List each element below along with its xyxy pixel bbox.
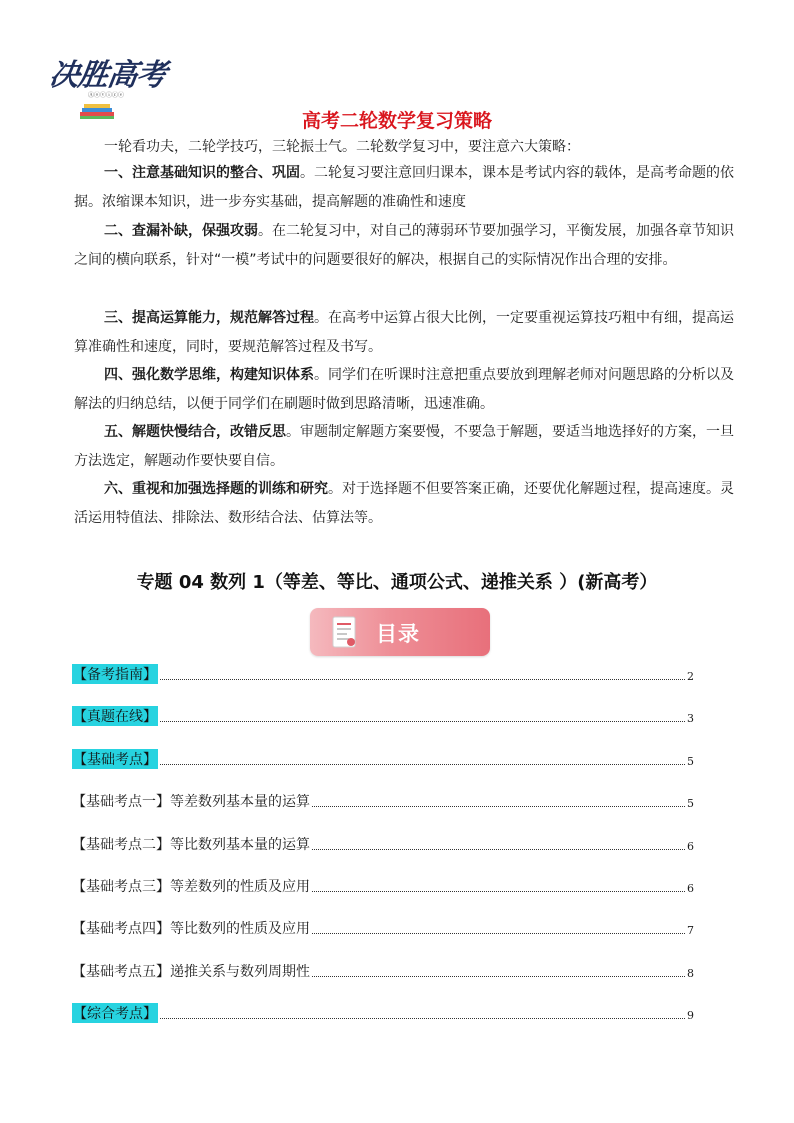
toc-item-zonghe-kaodian[interactable] [72,1003,694,1023]
toc-item-kaodian-1[interactable] [72,791,694,811]
page-title: 高考二轮数学复习策略 [301,110,492,132]
toc-banner-label: 目录 [376,622,420,646]
strategy-body-5: 。审题制定解题方案要慢，不要急于解题，要适当地选择好的方案，一旦方法选定，解题动作要快要自信。 [74,424,734,469]
toc-leader-dots [312,975,685,977]
toc-item-label: 【基础考点三】等差数列的性质及应用 [72,879,310,895]
toc-page-number: 8 [687,967,694,980]
logo-text: 决胜高考 [47,58,168,93]
toc-page-number: 5 [687,755,694,768]
strategy-heading-5: 五、解题快慢结合，改错反思 [104,424,286,440]
intro-line: 一轮看功夫，二轮学技巧，三轮振士气。二轮数学复习中，要注意六大策略： [104,139,580,155]
toc-banner [310,608,490,656]
strategy-body-4: 。同学们在听课时注意把重点要放到理解老师对问题思路的分析以及解法的归纳总结，以便于同学们在刷题时做到思路清晰，迅速准确。 [74,367,734,412]
strategy-body-3: 。在高考中运算占很大比例，一定要重视运算技巧粗中有细，提高运算准确性和速度，同时，要规范解答过程及书写。 [74,310,734,355]
toc-item-kaodian-2[interactable] [72,834,694,854]
toc-item-label: 【基础考点一】等差数列基本量的运算 [72,794,310,810]
strategy-paragraph-2 [74,217,734,275]
strategy-paragraph-3 [74,304,734,362]
toc-leader-dots [312,805,685,807]
toc-item-label: 【综合考点】 [72,1003,158,1023]
strategy-body-6: 。对于选择题不但要答案正确，还要优化解题过程，提高速度。灵活运用特值法、排除法、数形结合法、估算法等。 [74,481,734,526]
toc-item-beikao-zhinan[interactable] [72,664,694,684]
strategy-heading-3: 三、提高运算能力，规范解答过程 [104,310,314,326]
toc-leader-dots [312,848,685,850]
toc-page-number: 5 [687,797,694,810]
strategy-heading-6: 六、重视和加强选择题的训练和研究 [104,481,328,497]
toc-leader-dots [312,890,685,892]
strategy-body-2: 。在二轮复习中，对自己的薄弱环节要加强学习，平衡发展，加强各章节知识之间的横向联系，针对“一模”考试中的问题要很好的解决，根据自己的实际情况作出合理的安排。 [74,223,734,268]
toc-page-number: 3 [687,712,694,725]
topic-title: 专题 04 数列 1（等差、等比、通项公式、递推关系 ）(新高考） [136,572,658,593]
strategy-paragraph-6 [74,475,734,533]
toc-page-number: 7 [687,924,694,937]
toc-page-number: 9 [687,1009,694,1022]
strategy-paragraph-1 [74,159,734,217]
toc-page-number: 6 [687,882,694,895]
strategy-heading-2: 二、查漏补缺，保强攻弱 [104,223,258,239]
toc-item-label: 【基础考点五】递推关系与数列周期性 [72,964,310,980]
toc-item-kaodian-3[interactable] [72,876,694,896]
logo-subtitle: Ⓐⓞⓥⓘⓒⓔ [88,92,125,99]
toc-item-zhenti-zaixian[interactable] [72,706,694,726]
toc-leader-dots [160,720,685,722]
toc-item-kaodian-5[interactable] [72,961,694,981]
toc-page-number: 2 [687,670,694,683]
toc-item-label: 【基础考点二】等比数列基本量的运算 [72,837,310,853]
strategy-heading-4: 四、强化数学思维，构建知识体系 [104,367,314,383]
toc-item-label: 【基础考点四】等比数列的性质及应用 [72,921,310,937]
strategy-paragraph-4 [74,361,734,419]
toc-item-label: 【备考指南】 [72,664,158,684]
toc-page-number: 6 [687,840,694,853]
toc-leader-dots [160,1017,685,1019]
strategy-body-1: 。二轮复习要注意回归课本，课本是考试内容的载体，是高考命题的依据。浓缩课本知识，进一步夯实基础，提高解题的准确性和速度 [74,165,734,210]
toc-leader-dots [312,932,685,934]
strategy-heading-1: 一、注意基础知识的整合、巩固 [104,165,300,181]
toc-item-label: 【基础考点】 [72,749,158,769]
toc-item-kaodian-4[interactable] [72,918,694,938]
document-icon [330,615,358,649]
toc-leader-dots [160,763,685,765]
strategy-paragraph-5 [74,418,734,476]
toc-leader-dots [160,678,685,680]
toc-item-label: 【真题在线】 [72,706,158,726]
toc-item-jichu-kaodian[interactable] [72,749,694,769]
